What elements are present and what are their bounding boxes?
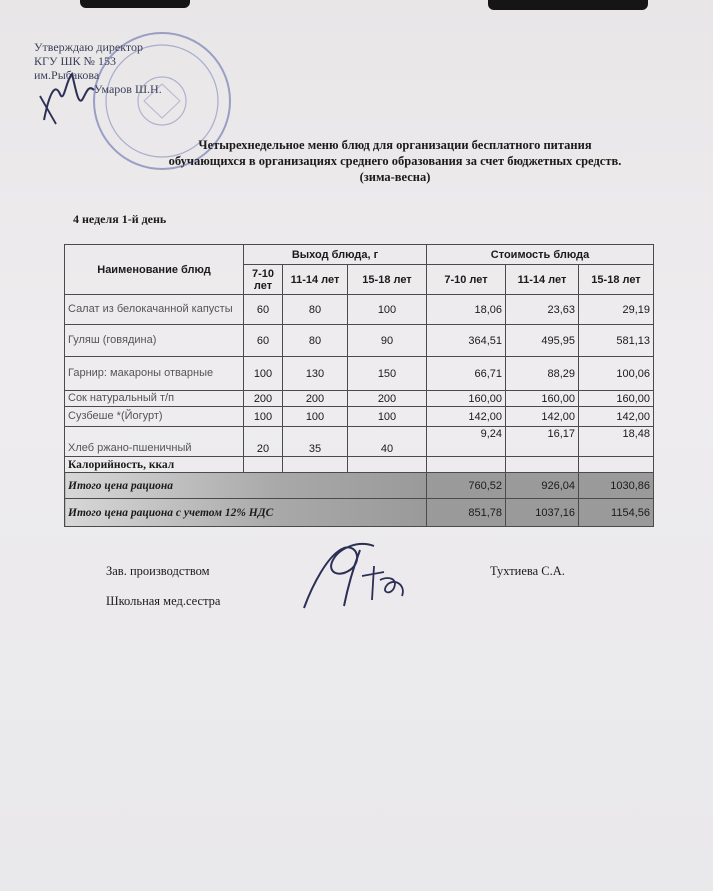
yield-cell: 40 bbox=[348, 427, 427, 457]
yield-cell: 80 bbox=[283, 295, 348, 325]
yield-cell: 80 bbox=[283, 325, 348, 357]
age-header: 15-18 лет bbox=[579, 265, 654, 295]
cost-cell: 88,29 bbox=[506, 357, 579, 391]
nurse-label: Школьная мед.сестра bbox=[106, 594, 221, 608]
title-line: (зима-весна) bbox=[359, 170, 431, 184]
calories-label: Калорийность, ккал bbox=[65, 457, 244, 473]
table-row bbox=[65, 357, 654, 391]
total-vat-row bbox=[65, 499, 654, 527]
calories-row bbox=[65, 457, 654, 473]
production-head-label: Зав. производством bbox=[106, 564, 210, 578]
total-row bbox=[65, 473, 654, 499]
cost-cell: 29,19 bbox=[579, 295, 654, 325]
dish-name: Сузбеше *(Йогурт) bbox=[65, 407, 244, 427]
total-label: Итого цена рациона bbox=[65, 473, 427, 499]
approval-line: Утверждаю директор bbox=[34, 40, 143, 54]
yield-cell: 20 bbox=[244, 427, 283, 457]
total-vat-cost: 1037,16 bbox=[506, 499, 579, 527]
table-row bbox=[65, 295, 654, 325]
menu-table bbox=[64, 244, 654, 527]
empty-cell bbox=[579, 457, 654, 473]
total-cost: 926,04 bbox=[506, 473, 579, 499]
yield-cell: 90 bbox=[348, 325, 427, 357]
yield-cell: 150 bbox=[348, 357, 427, 391]
yield-cell: 200 bbox=[348, 391, 427, 407]
yield-cell: 100 bbox=[283, 407, 348, 427]
yield-cell: 60 bbox=[244, 325, 283, 357]
document-title bbox=[100, 137, 690, 185]
empty-cell bbox=[506, 457, 579, 473]
cost-cell: 16,17 bbox=[506, 427, 579, 457]
yield-cell: 130 bbox=[283, 357, 348, 391]
age-header: 7-10 лет bbox=[427, 265, 506, 295]
age-header: 7-10 лет bbox=[244, 265, 283, 295]
table-row bbox=[65, 407, 654, 427]
yield-cell: 200 bbox=[283, 391, 348, 407]
approval-line: Умаров Ш.Н. bbox=[94, 82, 162, 96]
cost-cell: 142,00 bbox=[427, 407, 506, 427]
yield-cell: 60 bbox=[244, 295, 283, 325]
yield-cell: 100 bbox=[244, 357, 283, 391]
table-row bbox=[65, 391, 654, 407]
age-header: 15-18 лет bbox=[348, 265, 427, 295]
age-header: 11-14 лет bbox=[506, 265, 579, 295]
title-line: Четырехнедельное меню блюд для организации бесплатного питания bbox=[198, 138, 592, 152]
cost-cell: 18,06 bbox=[427, 295, 506, 325]
empty-cell bbox=[244, 457, 283, 473]
table-row bbox=[65, 325, 654, 357]
dish-name: Сок натуральный т/п bbox=[65, 391, 244, 407]
dish-name: Салат из белокачанной капусты bbox=[65, 295, 244, 325]
cost-cell: 23,63 bbox=[506, 295, 579, 325]
cost-cell: 100,06 bbox=[579, 357, 654, 391]
approval-line: им.Рыбакова bbox=[34, 68, 100, 82]
total-vat-label: Итого цена рациона с учетом 12% НДС bbox=[65, 499, 427, 527]
empty-cell bbox=[427, 457, 506, 473]
total-vat-cost: 851,78 bbox=[427, 499, 506, 527]
cost-cell: 495,95 bbox=[506, 325, 579, 357]
dish-name: Гарнир: макароны отварные bbox=[65, 357, 244, 391]
dish-name: Гуляш (говядина) bbox=[65, 325, 244, 357]
empty-cell bbox=[283, 457, 348, 473]
cost-cell: 364,51 bbox=[427, 325, 506, 357]
header-yield: Выход блюда, г bbox=[244, 245, 427, 265]
yield-cell: 200 bbox=[244, 391, 283, 407]
cost-cell: 9,24 bbox=[427, 427, 506, 457]
cost-cell: 160,00 bbox=[427, 391, 506, 407]
total-cost: 1030,86 bbox=[579, 473, 654, 499]
total-vat-cost: 1154,56 bbox=[579, 499, 654, 527]
yield-cell: 100 bbox=[348, 295, 427, 325]
cost-cell: 142,00 bbox=[579, 407, 654, 427]
cost-cell: 18,48 bbox=[579, 427, 654, 457]
cost-cell: 581,13 bbox=[579, 325, 654, 357]
signatory-name: Тухтиева С.А. bbox=[490, 564, 565, 578]
yield-cell: 100 bbox=[244, 407, 283, 427]
binder-clip bbox=[488, 0, 648, 10]
cost-cell: 160,00 bbox=[506, 391, 579, 407]
cost-cell: 142,00 bbox=[506, 407, 579, 427]
empty-cell bbox=[348, 457, 427, 473]
cost-cell: 66,71 bbox=[427, 357, 506, 391]
header-dish-name: Наименование блюд bbox=[65, 245, 244, 295]
yield-cell: 35 bbox=[283, 427, 348, 457]
table-row bbox=[65, 427, 654, 457]
approval-line: КГУ ШК № 153 bbox=[34, 54, 116, 68]
table-header-row bbox=[65, 245, 654, 265]
cost-cell: 160,00 bbox=[579, 391, 654, 407]
binder-clip bbox=[80, 0, 190, 8]
header-cost: Стоимость блюда bbox=[427, 245, 654, 265]
total-cost: 760,52 bbox=[427, 473, 506, 499]
yield-cell: 100 bbox=[348, 407, 427, 427]
age-header: 11-14 лет bbox=[283, 265, 348, 295]
title-line: обучающихся в организациях среднего образования за счет бюджетных средств. bbox=[168, 154, 622, 168]
handwritten-signature bbox=[298, 536, 418, 616]
dish-name: Хлеб ржано-пшеничный bbox=[65, 427, 244, 457]
director-signature bbox=[36, 60, 106, 130]
week-day-label: 4 неделя 1-й день bbox=[73, 212, 167, 226]
